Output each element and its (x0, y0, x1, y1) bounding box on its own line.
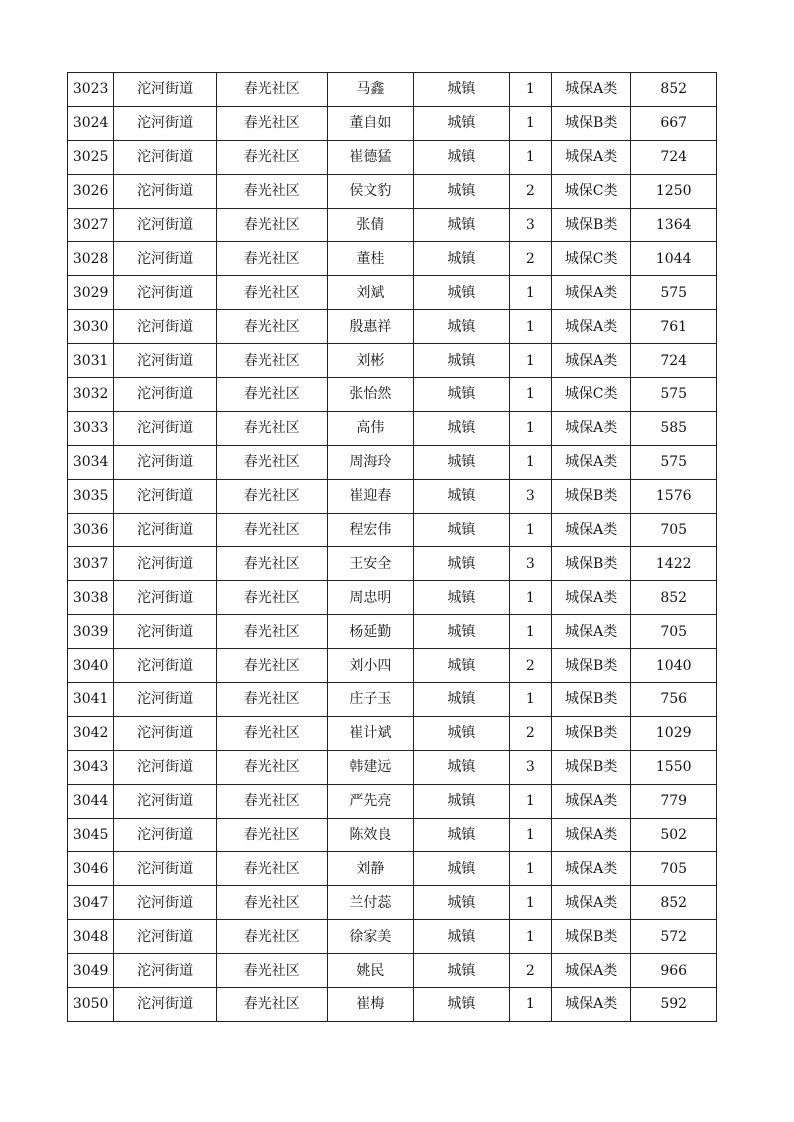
household-size-cell: 1 (509, 378, 551, 412)
row-number-cell: 3032 (68, 378, 114, 412)
table-row (68, 445, 717, 479)
street-cell: 沱河街道 (114, 208, 217, 242)
community-cell: 春光社区 (216, 513, 327, 547)
amount-cell: 1364 (631, 208, 717, 242)
street-cell: 沱河街道 (114, 581, 217, 615)
community-cell: 春光社区 (216, 73, 327, 107)
category-cell: 城保B类 (551, 683, 630, 717)
community-cell: 春光社区 (216, 649, 327, 683)
row-number-cell: 3027 (68, 208, 114, 242)
category-cell: 城保A类 (551, 344, 630, 378)
category-cell: 城保A类 (551, 140, 630, 174)
area-type-cell: 城镇 (414, 378, 510, 412)
table-row (68, 547, 717, 581)
household-size-cell: 3 (509, 479, 551, 513)
category-cell: 城保B类 (551, 106, 630, 140)
name-cell: 庄子玉 (327, 683, 414, 717)
category-cell: 城保C类 (551, 174, 630, 208)
area-type-cell: 城镇 (414, 73, 510, 107)
row-number-cell: 3049 (68, 954, 114, 988)
amount-cell: 592 (631, 988, 717, 1022)
table-row (68, 920, 717, 954)
table-row (68, 479, 717, 513)
street-cell: 沱河街道 (114, 73, 217, 107)
row-number-cell: 3023 (68, 73, 114, 107)
amount-cell: 705 (631, 852, 717, 886)
street-cell: 沱河街道 (114, 954, 217, 988)
household-size-cell: 2 (509, 716, 551, 750)
name-cell: 崔德猛 (327, 140, 414, 174)
row-number-cell: 3034 (68, 445, 114, 479)
area-type-cell: 城镇 (414, 615, 510, 649)
table-body (68, 73, 717, 1022)
street-cell: 沱河街道 (114, 479, 217, 513)
name-cell: 崔计斌 (327, 716, 414, 750)
table-row (68, 852, 717, 886)
household-size-cell: 2 (509, 649, 551, 683)
street-cell: 沱河街道 (114, 310, 217, 344)
household-size-cell: 1 (509, 513, 551, 547)
street-cell: 沱河街道 (114, 716, 217, 750)
community-cell: 春光社区 (216, 174, 327, 208)
street-cell: 沱河街道 (114, 750, 217, 784)
area-type-cell: 城镇 (414, 208, 510, 242)
area-type-cell: 城镇 (414, 242, 510, 276)
area-type-cell: 城镇 (414, 581, 510, 615)
table-row (68, 174, 717, 208)
household-size-cell: 1 (509, 988, 551, 1022)
community-cell: 春光社区 (216, 445, 327, 479)
community-cell: 春光社区 (216, 852, 327, 886)
name-cell: 王安全 (327, 547, 414, 581)
category-cell: 城保A类 (551, 276, 630, 310)
table-row (68, 73, 717, 107)
community-cell: 春光社区 (216, 242, 327, 276)
row-number-cell: 3024 (68, 106, 114, 140)
row-number-cell: 3050 (68, 988, 114, 1022)
table-row (68, 784, 717, 818)
street-cell: 沱河街道 (114, 649, 217, 683)
category-cell: 城保A类 (551, 310, 630, 344)
amount-cell: 1422 (631, 547, 717, 581)
amount-cell: 1250 (631, 174, 717, 208)
table-row (68, 411, 717, 445)
amount-cell: 1576 (631, 479, 717, 513)
street-cell: 沱河街道 (114, 852, 217, 886)
name-cell: 周海玲 (327, 445, 414, 479)
table-row (68, 276, 717, 310)
amount-cell: 1044 (631, 242, 717, 276)
area-type-cell: 城镇 (414, 445, 510, 479)
row-number-cell: 3039 (68, 615, 114, 649)
name-cell: 殷惠祥 (327, 310, 414, 344)
table-row (68, 106, 717, 140)
amount-cell: 852 (631, 73, 717, 107)
area-type-cell: 城镇 (414, 479, 510, 513)
table-row (68, 954, 717, 988)
area-type-cell: 城镇 (414, 988, 510, 1022)
community-cell: 春光社区 (216, 208, 327, 242)
amount-cell: 761 (631, 310, 717, 344)
street-cell: 沱河街道 (114, 378, 217, 412)
household-size-cell: 3 (509, 208, 551, 242)
amount-cell: 572 (631, 920, 717, 954)
name-cell: 周忠明 (327, 581, 414, 615)
street-cell: 沱河街道 (114, 683, 217, 717)
amount-cell: 724 (631, 344, 717, 378)
household-size-cell: 3 (509, 750, 551, 784)
amount-cell: 585 (631, 411, 717, 445)
name-cell: 刘彬 (327, 344, 414, 378)
community-cell: 春光社区 (216, 106, 327, 140)
street-cell: 沱河街道 (114, 547, 217, 581)
amount-cell: 1029 (631, 716, 717, 750)
street-cell: 沱河街道 (114, 242, 217, 276)
name-cell: 程宏伟 (327, 513, 414, 547)
category-cell: 城保C类 (551, 242, 630, 276)
amount-cell: 502 (631, 818, 717, 852)
street-cell: 沱河街道 (114, 174, 217, 208)
area-type-cell: 城镇 (414, 310, 510, 344)
name-cell: 严先亮 (327, 784, 414, 818)
name-cell: 张倩 (327, 208, 414, 242)
name-cell: 姚民 (327, 954, 414, 988)
name-cell: 兰付蕊 (327, 886, 414, 920)
area-type-cell: 城镇 (414, 954, 510, 988)
data-table (67, 72, 717, 1022)
household-size-cell: 2 (509, 174, 551, 208)
category-cell: 城保A类 (551, 73, 630, 107)
name-cell: 崔梅 (327, 988, 414, 1022)
name-cell: 刘小四 (327, 649, 414, 683)
area-type-cell: 城镇 (414, 513, 510, 547)
household-size-cell: 1 (509, 920, 551, 954)
table-row (68, 750, 717, 784)
community-cell: 春光社区 (216, 547, 327, 581)
name-cell: 徐家美 (327, 920, 414, 954)
area-type-cell: 城镇 (414, 649, 510, 683)
amount-cell: 1550 (631, 750, 717, 784)
name-cell: 崔迎春 (327, 479, 414, 513)
name-cell: 韩建远 (327, 750, 414, 784)
name-cell: 侯文豹 (327, 174, 414, 208)
street-cell: 沱河街道 (114, 445, 217, 479)
row-number-cell: 3043 (68, 750, 114, 784)
area-type-cell: 城镇 (414, 716, 510, 750)
table-row (68, 683, 717, 717)
area-type-cell: 城镇 (414, 683, 510, 717)
area-type-cell: 城镇 (414, 411, 510, 445)
street-cell: 沱河街道 (114, 411, 217, 445)
category-cell: 城保A类 (551, 818, 630, 852)
table-row (68, 988, 717, 1022)
table-row (68, 615, 717, 649)
community-cell: 春光社区 (216, 140, 327, 174)
category-cell: 城保A类 (551, 954, 630, 988)
household-size-cell: 1 (509, 784, 551, 818)
area-type-cell: 城镇 (414, 344, 510, 378)
row-number-cell: 3025 (68, 140, 114, 174)
street-cell: 沱河街道 (114, 276, 217, 310)
household-size-cell: 3 (509, 547, 551, 581)
community-cell: 春光社区 (216, 954, 327, 988)
row-number-cell: 3035 (68, 479, 114, 513)
amount-cell: 575 (631, 276, 717, 310)
name-cell: 高伟 (327, 411, 414, 445)
street-cell: 沱河街道 (114, 615, 217, 649)
area-type-cell: 城镇 (414, 886, 510, 920)
household-size-cell: 1 (509, 106, 551, 140)
row-number-cell: 3037 (68, 547, 114, 581)
table-row (68, 310, 717, 344)
community-cell: 春光社区 (216, 276, 327, 310)
name-cell: 刘静 (327, 852, 414, 886)
table-row (68, 344, 717, 378)
amount-cell: 705 (631, 615, 717, 649)
household-size-cell: 1 (509, 140, 551, 174)
area-type-cell: 城镇 (414, 784, 510, 818)
street-cell: 沱河街道 (114, 513, 217, 547)
table-row (68, 242, 717, 276)
category-cell: 城保B类 (551, 208, 630, 242)
street-cell: 沱河街道 (114, 920, 217, 954)
household-size-cell: 1 (509, 73, 551, 107)
household-size-cell: 1 (509, 411, 551, 445)
street-cell: 沱河街道 (114, 106, 217, 140)
area-type-cell: 城镇 (414, 106, 510, 140)
row-number-cell: 3026 (68, 174, 114, 208)
community-cell: 春光社区 (216, 411, 327, 445)
row-number-cell: 3028 (68, 242, 114, 276)
community-cell: 春光社区 (216, 615, 327, 649)
community-cell: 春光社区 (216, 818, 327, 852)
amount-cell: 852 (631, 886, 717, 920)
community-cell: 春光社区 (216, 378, 327, 412)
amount-cell: 966 (631, 954, 717, 988)
row-number-cell: 3046 (68, 852, 114, 886)
community-cell: 春光社区 (216, 581, 327, 615)
household-size-cell: 1 (509, 852, 551, 886)
household-size-cell: 1 (509, 818, 551, 852)
community-cell: 春光社区 (216, 683, 327, 717)
household-size-cell: 1 (509, 445, 551, 479)
row-number-cell: 3031 (68, 344, 114, 378)
name-cell: 董桂 (327, 242, 414, 276)
household-size-cell: 1 (509, 581, 551, 615)
row-number-cell: 3047 (68, 886, 114, 920)
area-type-cell: 城镇 (414, 547, 510, 581)
amount-cell: 779 (631, 784, 717, 818)
category-cell: 城保A类 (551, 852, 630, 886)
category-cell: 城保A类 (551, 513, 630, 547)
area-type-cell: 城镇 (414, 276, 510, 310)
community-cell: 春光社区 (216, 344, 327, 378)
row-number-cell: 3030 (68, 310, 114, 344)
row-number-cell: 3041 (68, 683, 114, 717)
community-cell: 春光社区 (216, 784, 327, 818)
street-cell: 沱河街道 (114, 344, 217, 378)
table-row (68, 378, 717, 412)
name-cell: 刘斌 (327, 276, 414, 310)
category-cell: 城保A类 (551, 784, 630, 818)
amount-cell: 575 (631, 445, 717, 479)
amount-cell: 1040 (631, 649, 717, 683)
amount-cell: 705 (631, 513, 717, 547)
community-cell: 春光社区 (216, 886, 327, 920)
area-type-cell: 城镇 (414, 852, 510, 886)
household-size-cell: 1 (509, 310, 551, 344)
area-type-cell: 城镇 (414, 818, 510, 852)
row-number-cell: 3029 (68, 276, 114, 310)
table-row (68, 716, 717, 750)
amount-cell: 724 (631, 140, 717, 174)
area-type-cell: 城镇 (414, 140, 510, 174)
category-cell: 城保A类 (551, 615, 630, 649)
community-cell: 春光社区 (216, 988, 327, 1022)
row-number-cell: 3042 (68, 716, 114, 750)
street-cell: 沱河街道 (114, 818, 217, 852)
category-cell: 城保B类 (551, 716, 630, 750)
category-cell: 城保B类 (551, 750, 630, 784)
category-cell: 城保B类 (551, 479, 630, 513)
amount-cell: 756 (631, 683, 717, 717)
row-number-cell: 3048 (68, 920, 114, 954)
amount-cell: 852 (631, 581, 717, 615)
name-cell: 张怡然 (327, 378, 414, 412)
street-cell: 沱河街道 (114, 784, 217, 818)
category-cell: 城保B类 (551, 920, 630, 954)
row-number-cell: 3038 (68, 581, 114, 615)
name-cell: 陈效良 (327, 818, 414, 852)
household-size-cell: 2 (509, 954, 551, 988)
household-size-cell: 1 (509, 276, 551, 310)
table-row (68, 886, 717, 920)
category-cell: 城保B类 (551, 547, 630, 581)
community-cell: 春光社区 (216, 920, 327, 954)
household-size-cell: 2 (509, 242, 551, 276)
community-cell: 春光社区 (216, 310, 327, 344)
table-row (68, 649, 717, 683)
street-cell: 沱河街道 (114, 140, 217, 174)
area-type-cell: 城镇 (414, 920, 510, 954)
table-row (68, 513, 717, 547)
row-number-cell: 3033 (68, 411, 114, 445)
community-cell: 春光社区 (216, 716, 327, 750)
community-cell: 春光社区 (216, 479, 327, 513)
street-cell: 沱河街道 (114, 988, 217, 1022)
area-type-cell: 城镇 (414, 174, 510, 208)
category-cell: 城保C类 (551, 378, 630, 412)
household-size-cell: 1 (509, 683, 551, 717)
area-type-cell: 城镇 (414, 750, 510, 784)
category-cell: 城保A类 (551, 886, 630, 920)
household-size-cell: 1 (509, 615, 551, 649)
category-cell: 城保A类 (551, 581, 630, 615)
row-number-cell: 3045 (68, 818, 114, 852)
amount-cell: 575 (631, 378, 717, 412)
row-number-cell: 3040 (68, 649, 114, 683)
street-cell: 沱河街道 (114, 886, 217, 920)
row-number-cell: 3044 (68, 784, 114, 818)
category-cell: 城保A类 (551, 988, 630, 1022)
community-cell: 春光社区 (216, 750, 327, 784)
name-cell: 杨延勤 (327, 615, 414, 649)
category-cell: 城保A类 (551, 445, 630, 479)
table-row (68, 581, 717, 615)
table-row (68, 818, 717, 852)
name-cell: 马鑫 (327, 73, 414, 107)
household-size-cell: 1 (509, 886, 551, 920)
category-cell: 城保B类 (551, 649, 630, 683)
table-row (68, 140, 717, 174)
category-cell: 城保A类 (551, 411, 630, 445)
row-number-cell: 3036 (68, 513, 114, 547)
household-size-cell: 1 (509, 344, 551, 378)
amount-cell: 667 (631, 106, 717, 140)
name-cell: 董自如 (327, 106, 414, 140)
table-row (68, 208, 717, 242)
